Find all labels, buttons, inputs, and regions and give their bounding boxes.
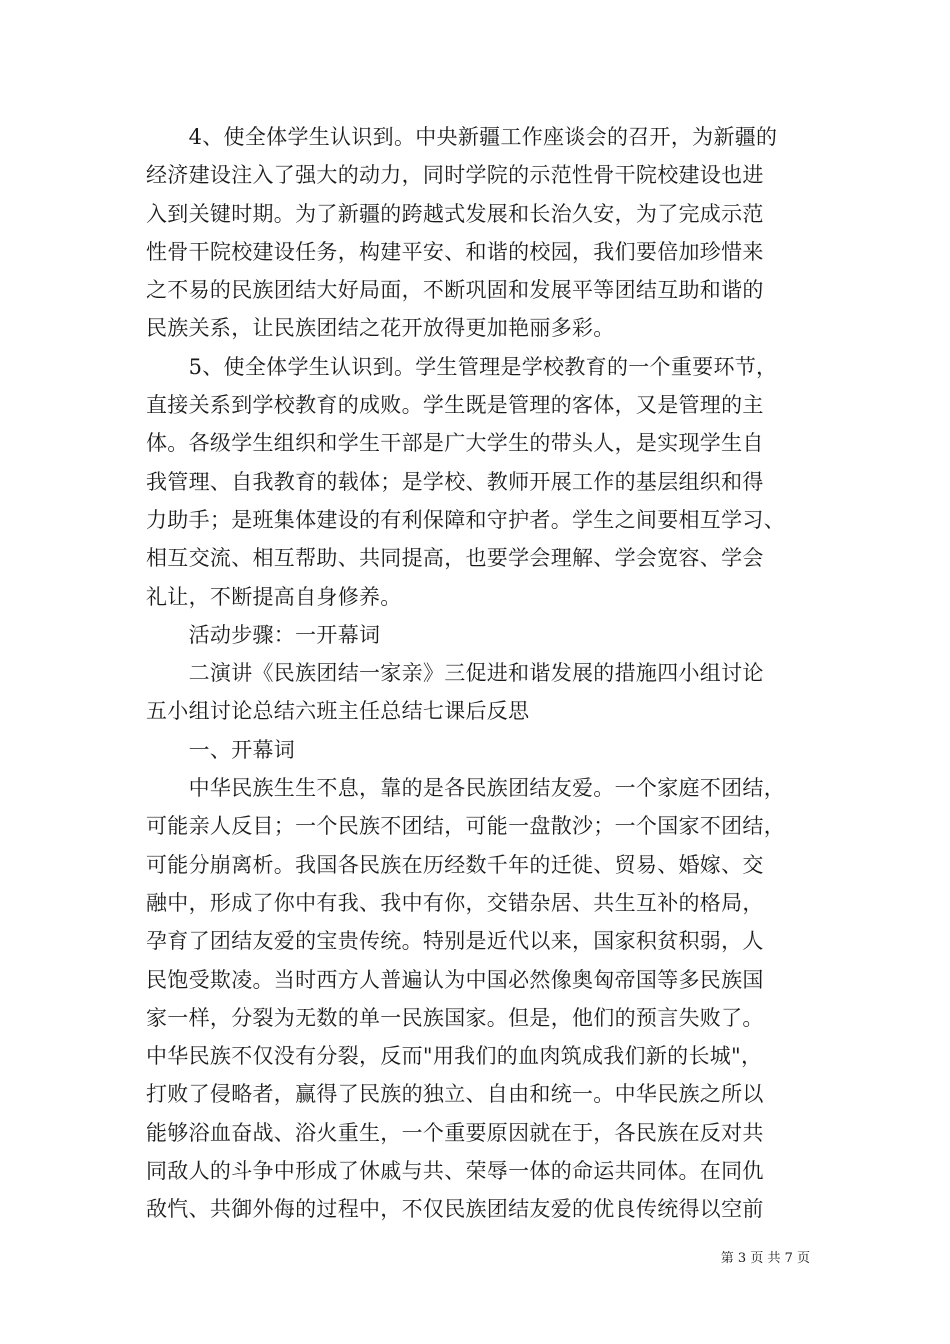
text-line: 民族关系，让民族团结之花开放得更加艳丽多彩。 xyxy=(146,316,615,341)
body-text xyxy=(146,118,826,1229)
text-line: 力助手；是班集体建设的有利保障和守护者。学生之间要相互学习、 xyxy=(146,507,785,532)
text-line: 融中，形成了你中有我、我中有你，交错杂居、共生互补的格局， xyxy=(146,890,764,915)
text-line: 中华民族生生不息，靠的是各民族团结友爱。一个家庭不团结， xyxy=(146,776,785,801)
text-line: 民饱受欺凌。当时西方人普遍认为中国必然像奥匈帝国等多民族国 xyxy=(146,967,764,992)
text-line: 直接关系到学校教育的成败。学生既是管理的客体，又是管理的主 xyxy=(146,393,764,418)
text-line: 活动步骤：一开幕词 xyxy=(146,622,381,647)
text-line: 性骨干院校建设任务，构建平安、和谐的校园，我们要倍加珍惜来 xyxy=(146,239,764,264)
text-line: 4、使全体学生认识到。中央新疆工作座谈会的召开，为新疆的 xyxy=(146,125,778,149)
text-line: 中华民族不仅没有分裂，反而"用我们的血肉筑成我们新的长城"， xyxy=(146,1044,763,1069)
text-line: 之不易的民族团结大好局面，不断巩固和发展平等团结互助和谐的 xyxy=(146,278,764,303)
text-line: 体。各级学生组织和学生干部是广大学生的带头人，是实现学生自 xyxy=(146,431,764,456)
text-line: 入到关键时期。为了新疆的跨越式发展和长治久安，为了完成示范 xyxy=(146,201,764,226)
text-line: 打败了侵略者，赢得了民族的独立、自由和统一。中华民族之所以 xyxy=(146,1082,764,1107)
text-line: 礼让，不断提高自身修养。 xyxy=(146,584,402,609)
text-line: 家一样，分裂为无数的单一民族国家。但是，他们的预言失败了。 xyxy=(146,1005,764,1030)
text-line: 经济建设注入了强大的动力，同时学院的示范性骨干院校建设也进 xyxy=(146,163,764,188)
text-line: 可能分崩离析。我国各民族在历经数千年的迁徙、贸易、婚嫁、交 xyxy=(146,852,764,877)
page-number: 第 3 页 共 7 页 xyxy=(720,1251,810,1266)
text-line: 能够浴血奋战、浴火重生，一个重要原因就在于，各民族在反对共 xyxy=(146,1120,764,1145)
text-line: 5、使全体学生认识到。学生管理是学校教育的一个重要环节， xyxy=(146,354,778,379)
text-line: 一、开幕词 xyxy=(146,737,296,762)
text-line: 相互交流、相互帮助、共同提高，也要学会理解、学会宽容、学会 xyxy=(146,546,764,571)
text-line: 可能亲人反目；一个民族不团结，可能一盘散沙；一个国家不团结， xyxy=(146,814,785,839)
text-line: 敌忾、共御外侮的过程中，不仅民族团结友爱的优良传统得以空前 xyxy=(146,1197,764,1222)
text-line: 我管理、自我教育的载体；是学校、教师开展工作的基层组织和得 xyxy=(146,469,764,494)
text-line: 孕育了团结友爱的宝贵传统。特别是近代以来，国家积贫积弱，人 xyxy=(146,929,764,954)
text-line: 同敌人的斗争中形成了休戚与共、荣辱一体的命运共同体。在同仇 xyxy=(146,1159,764,1184)
text-line: 五小组讨论总结六班主任总结七课后反思 xyxy=(146,699,530,724)
text-line: 二演讲《民族团结一家亲》三促进和谐发展的措施四小组讨论 xyxy=(146,661,764,686)
